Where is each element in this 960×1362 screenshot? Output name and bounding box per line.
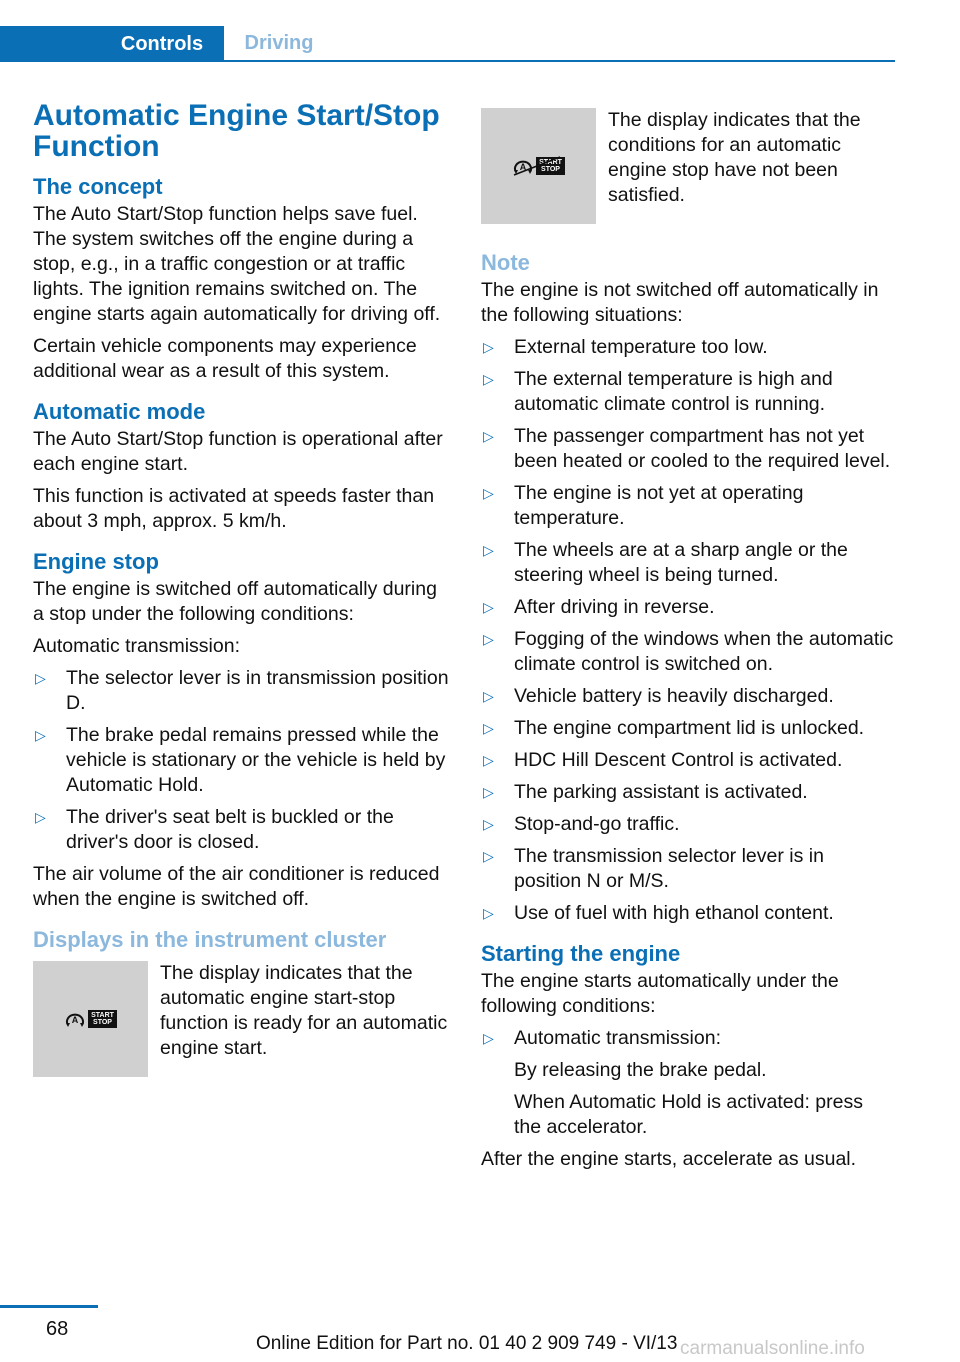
edition-text: Online Edition for Part no. 01 40 2 909 749 - VI/13 (256, 1333, 678, 1354)
list-item: ▷ Use of fuel with high ethanol content. (483, 902, 834, 924)
icon-letter: A (519, 162, 527, 172)
engine-stop-paragraph-2: Automatic transmission: (33, 635, 240, 657)
list-item: ▷ Automatic transmission: By releasing the brake pedal. When Automatic Hold is activated: press the accelerator. (481, 1026, 895, 1140)
heading-concept: The concept (33, 174, 163, 199)
list-item: ▷ The wheels are at a sharp angle or the steering wheel is being turned. (483, 539, 848, 586)
list-item: ▷ Stop-and-go traffic. (483, 813, 680, 835)
triangle-bullet-icon: ▷ (483, 485, 494, 501)
watermark: carmanualsonline.info (680, 1338, 865, 1359)
page-title: Automatic Engine Start/Stop Function (33, 99, 440, 163)
display-image-not-met (481, 108, 596, 224)
display-not-met-block (481, 108, 895, 224)
tab-controls[interactable]: Controls (0, 26, 224, 62)
concept-paragraph-2: Certain vehicle components may experience additional wear as a result of this system. (33, 335, 417, 382)
starting-sub-2: When Automatic Hold is activated: press the accelerator. (514, 1091, 863, 1138)
auto-start-stop-icon (64, 1010, 117, 1028)
list-item: ▷ The driver's seat belt is buckled or the driver's door is closed. (35, 806, 394, 853)
note-list (481, 335, 895, 926)
list-item: ▷ The brake pedal remains pressed while the vehicle is stationary or the vehicle is held by Automatic Hold. (35, 724, 446, 796)
heading-note: Note (481, 250, 530, 275)
triangle-bullet-icon: ▷ (483, 631, 494, 647)
tab-driving[interactable]: Driving (244, 31, 314, 54)
heading-engine-stop: Engine stop (33, 549, 159, 574)
list-item: ▷ The engine compartment lid is unlocked. (483, 717, 865, 739)
list-item: ▷ The external temperature is high and automatic climate control is running. (483, 368, 833, 415)
list-item: ▷ Vehicle battery is heavily discharged. (483, 685, 834, 707)
strike-through-icon (512, 155, 562, 177)
heading-automatic-mode: Automatic mode (33, 399, 206, 424)
auto-start-stop-crossed-icon (512, 157, 565, 175)
starting-intro: The engine starts automatically under the following conditions: (481, 970, 839, 1017)
left-column (33, 100, 449, 1097)
concept-paragraph-1: The Auto Start/Stop function helps save fuel. The system switches off the engine during a stop, e.g., in a traffic congestion or at traffic lights. The ignition remains switched on. The engine starts again automatically for driving off. (33, 203, 441, 325)
triangle-bullet-icon: ▷ (483, 688, 494, 704)
list-item: ▷ After driving in reverse. (483, 596, 715, 618)
starting-sub-1: By releasing the brake pedal. (514, 1059, 767, 1081)
heading-starting-engine: Starting the engine (481, 941, 681, 966)
list-item: ▷ The engine is not yet at operating temperature. (483, 482, 804, 529)
triangle-bullet-icon: ▷ (483, 339, 494, 355)
starting-after: After the engine starts, accelerate as usual. (481, 1148, 857, 1170)
start-stop-badge: START STOP (536, 157, 565, 175)
list-item: ▷ The parking assistant is activated. (483, 781, 808, 803)
footer-rule (0, 1305, 98, 1308)
display-ready-text: The display indicates that the automatic engine start-stop function is ready for an automatic engine start. (160, 962, 448, 1059)
note-intro: The engine is not switched off automatically in the following situations: (481, 279, 879, 326)
display-image-ready (33, 961, 148, 1077)
triangle-bullet-icon: ▷ (35, 809, 46, 825)
triangle-bullet-icon: ▷ (483, 752, 494, 768)
page-number: 68 (46, 1318, 69, 1340)
header-rule (0, 60, 895, 62)
triangle-bullet-icon: ▷ (483, 816, 494, 832)
icon-letter: A (71, 1015, 79, 1025)
display-not-met-text: The display indicates that the conditions for an automatic engine stop have not been satisfied. (608, 109, 861, 206)
triangle-bullet-icon: ▷ (483, 599, 494, 615)
list-item: ▷ Fogging of the windows when the automatic climate control is switched on. (483, 628, 894, 675)
triangle-bullet-icon: ▷ (35, 670, 46, 686)
list-item: ▷ HDC Hill Descent Control is activated. (483, 749, 843, 771)
starting-list (481, 1026, 895, 1140)
triangle-bullet-icon: ▷ (483, 720, 494, 736)
list-item: ▷ External temperature too low. (483, 336, 768, 358)
triangle-bullet-icon: ▷ (483, 1030, 494, 1046)
heading-displays: Displays in the instrument cluster (33, 927, 387, 952)
triangle-bullet-icon: ▷ (483, 371, 494, 387)
triangle-bullet-icon: ▷ (483, 542, 494, 558)
auto-ring-icon (64, 1010, 86, 1028)
auto-mode-paragraph-1: The Auto Start/Stop function is operational after each engine start. (33, 428, 443, 475)
list-item: ▷ The transmission selector lever is in position N or M/S. (483, 845, 824, 892)
triangle-bullet-icon: ▷ (483, 848, 494, 864)
right-column (481, 100, 895, 1179)
triangle-bullet-icon: ▷ (483, 428, 494, 444)
engine-stop-paragraph-1: The engine is switched off automatically during a stop under the following conditions: (33, 578, 437, 625)
triangle-bullet-icon: ▷ (35, 727, 46, 743)
triangle-bullet-icon: ▷ (483, 905, 494, 921)
engine-stop-paragraph-3: The air volume of the air conditioner is reduced when the engine is switched off. (33, 863, 440, 910)
start-stop-badge: START STOP (88, 1010, 117, 1028)
list-item: ▷ The selector lever is in transmission position D. (35, 667, 449, 714)
engine-stop-list (33, 666, 449, 855)
auto-mode-paragraph-2: This function is activated at speeds faster than about 3 mph, approx. 5 km/h. (33, 485, 435, 532)
display-ready-block (33, 961, 449, 1077)
triangle-bullet-icon: ▷ (483, 784, 494, 800)
header-bar (0, 26, 895, 62)
list-item: ▷ The passenger compartment has not yet been heated or cooled to the required level. (483, 425, 891, 472)
